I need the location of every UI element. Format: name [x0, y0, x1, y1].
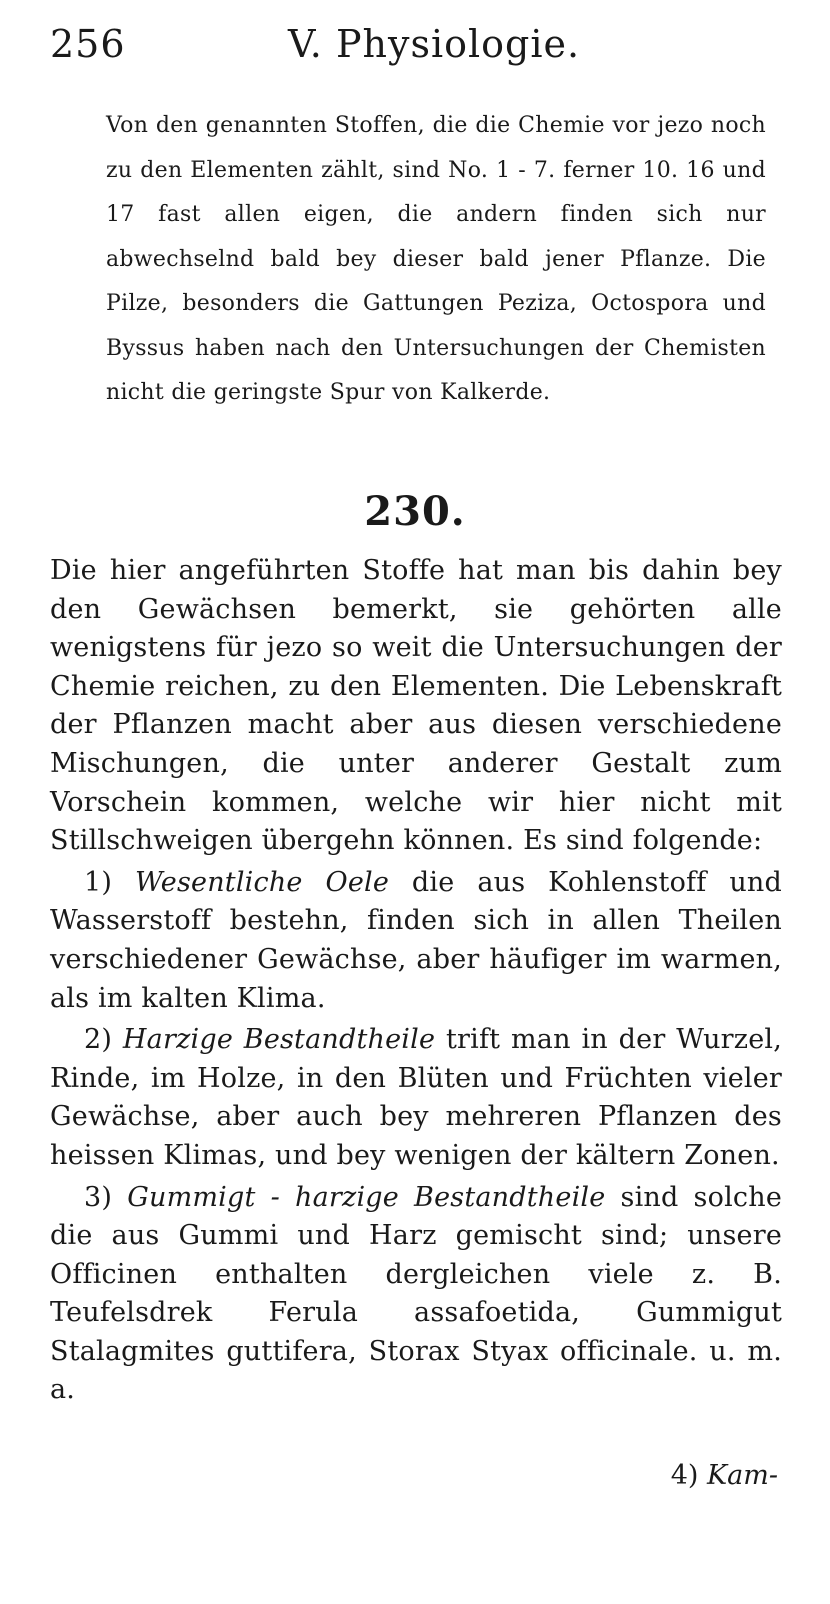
- footnote-block: [106, 104, 766, 416]
- running-title: V. Physiologie.: [288, 22, 581, 66]
- page-number: 256: [50, 22, 126, 66]
- item-number: 2): [84, 1024, 113, 1056]
- item-term: Harzige Bestandtheile: [122, 1024, 436, 1056]
- page-header: [50, 22, 790, 82]
- intro-paragraph: Die hier angeführten Stoffe hat man bis dahin bey den Gewächsen bemerkt, sie gehörten alle wenigstens für jezo so weit die Untersuchungen der Chemie reichen, zu den Elementen. Die Lebenskraft der Pflanzen macht aber aus diesen verschiedene Mischungen, die unter anderer Gestalt zum Vorschein kommen, welche wir hier nicht mit Stillschweigen übergehn können. Es sind folgende:: [50, 555, 782, 857]
- section-number: 230.: [364, 488, 466, 535]
- list-item: [50, 1021, 782, 1175]
- footnote-text: Von den genannten Stoffen, die die Chemie vor jezo noch zu den Elementen zählt, sind No. 1 - 7. ferner 10. 16 und 17 fast allen eigen, die andern finden sich nur abwechselnd bald bey dieser bald jener Pflanze. Die Pilze, besonders die Gattungen Peziza, Octospora und Byssus haben nach den Untersuchungen der Chemisten nicht die geringste Spur von Kalkerde.: [106, 113, 766, 405]
- item-text: sind solche die aus Gummi und Harz gemischt sind; unsere Officinen enthalten dergleichen viele z. B. Teufelsdrek Ferula assafoetida, Gummigut Stalagmites guttifera, Storax Styax officinale. u. m. a.: [50, 1181, 782, 1406]
- item-text: trift man in der Wurzel, Rinde, im Holze, in den Blüten und Früchten vieler Gewächse, aber auch bey mehreren Pflanzen des heissen Klimas, und bey wenigen der kältern Zonen.: [50, 1024, 782, 1171]
- item-number: 1): [84, 866, 113, 898]
- item-text: die aus Kohlenstoff und Wasserstoff bestehn, finden sich in allen Theilen verschiedener Gewächse, aber häufiger im warmen, als im kalten Klima.: [50, 866, 782, 1014]
- catchword-text: Kam-: [707, 1460, 778, 1491]
- main-text: [50, 552, 782, 1410]
- catchword-number: 4): [670, 1460, 699, 1491]
- item-number: 3): [84, 1181, 113, 1213]
- list-item: [50, 864, 782, 1018]
- list-item: [50, 1179, 782, 1411]
- catchword: [671, 1460, 778, 1491]
- item-term: Gummigt - harzige Bestandtheile: [127, 1181, 606, 1213]
- item-term: Wesentliche Oele: [135, 866, 390, 898]
